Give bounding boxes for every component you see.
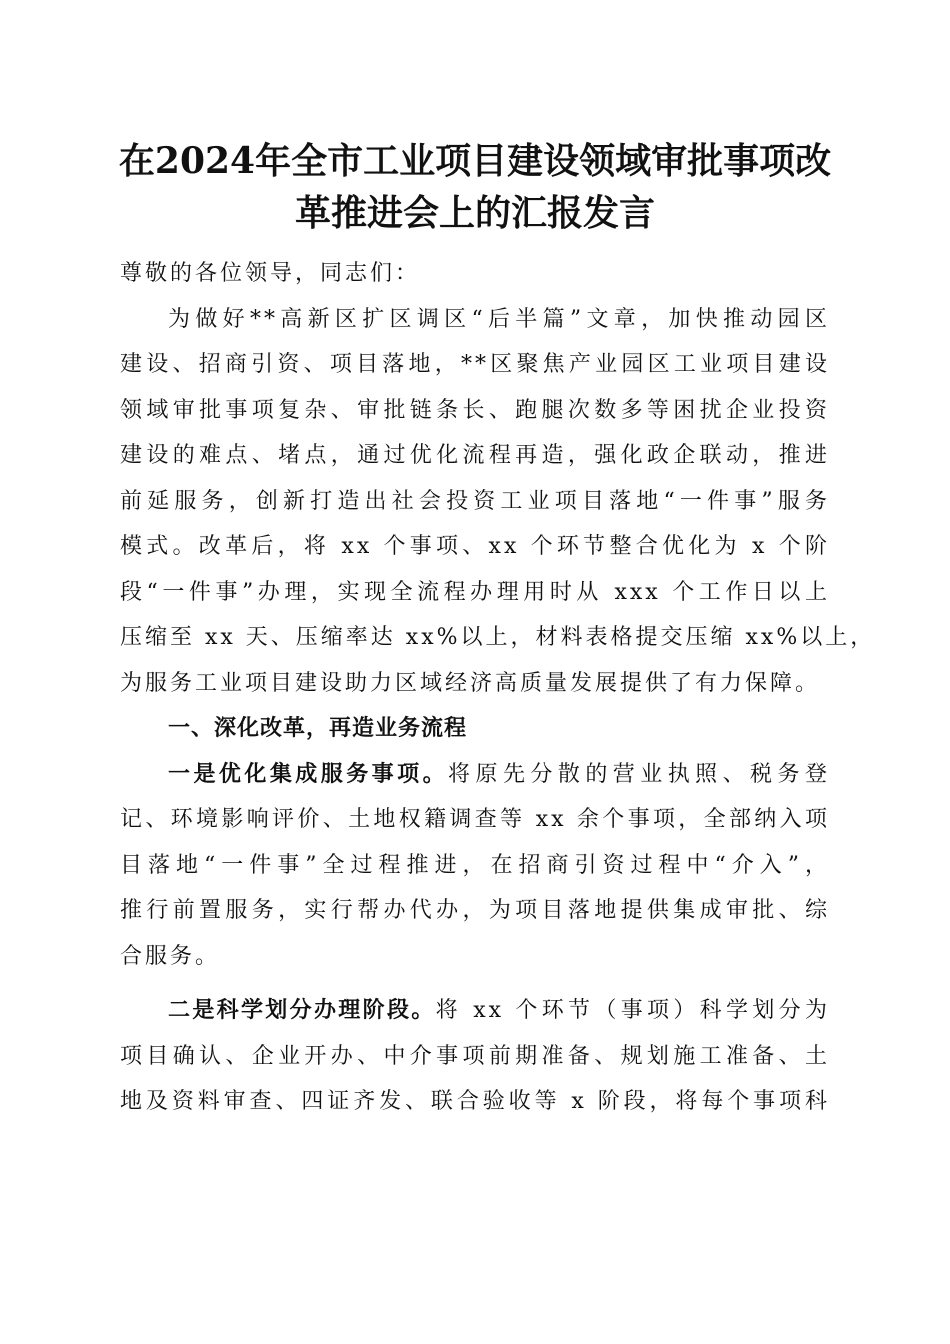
intro-line-9: 为服务工业项目建设助力区域经济高质量发展提供了有力保障。	[120, 670, 821, 696]
item1-lead: 一是优化集成服务事项。	[168, 761, 449, 787]
item1-first-line	[120, 752, 830, 798]
intro-line-7: 段“一件事”办理，实现全流程办理用时从 xxx 个工作日以上	[120, 579, 830, 605]
intro-line-6: 模式。改革后，将 xx 个事项、xx 个环节整合优化为 x 个阶	[120, 534, 830, 559]
section-heading: 一、深化改革，再造业务流程	[168, 716, 468, 741]
document-title	[110, 135, 840, 239]
title-line-2: 革推进会上的汇报发言	[294, 192, 655, 234]
salutation: 尊敬的各位领导，同志们：	[120, 261, 421, 286]
item2-lead: 二是科学划分办理阶段。	[168, 998, 436, 1023]
intro-line-3: 领域审批事项复杂、审批链条长、跑腿次数多等困扰企业投资	[120, 397, 830, 423]
document-body	[120, 251, 876, 1125]
item1-line-3: 目落地“一件事”全过程推进，在招商引资过程中“介入”，	[120, 852, 830, 878]
item2-line-3: 地及资料审查、四证齐发、联合验收等 x 阶段，将每个事项科	[120, 1089, 830, 1114]
intro-line-1: 为做好**高新区扩区调区“后半篇”文章，加快推动园区	[168, 306, 830, 332]
intro-line-4: 建设的难点、堵点，通过优化流程再造，强化政企联动，推进	[120, 443, 830, 468]
item1-first-line-rest: 将原先分散的营业执照、税务登	[448, 761, 830, 787]
item1-line-2: 记、环境影响评价、土地权籍调查等 xx 余个事项，全部纳入项	[120, 807, 830, 832]
title-line-1: 在2024年全市工业项目建设领域审批事项改	[118, 140, 832, 182]
intro-line-8: 压缩至 xx 天、压缩率达 xx%以上，材料表格提交压缩 xx%以上，	[120, 625, 876, 650]
item1-line-4: 推行前置服务，实行帮办代办，为项目落地提供集成审批、综	[120, 898, 830, 923]
item1-line-5: 合服务。	[120, 943, 221, 969]
item2-first-line-rest: 将 xx 个环节（事项）科学划分为	[435, 998, 830, 1023]
item2-first-line	[120, 988, 830, 1034]
intro-line-5: 前延服务，创新打造出社会投资工业项目落地“一件事”服务	[120, 488, 830, 514]
item2-line-2: 项目确认、企业开办、中介事项前期准备、规划施工准备、土	[120, 1043, 830, 1069]
paragraph-gap	[120, 979, 830, 988]
intro-line-2: 建设、招商引资、项目落地，**区聚焦产业园区工业项目建设	[120, 352, 830, 377]
